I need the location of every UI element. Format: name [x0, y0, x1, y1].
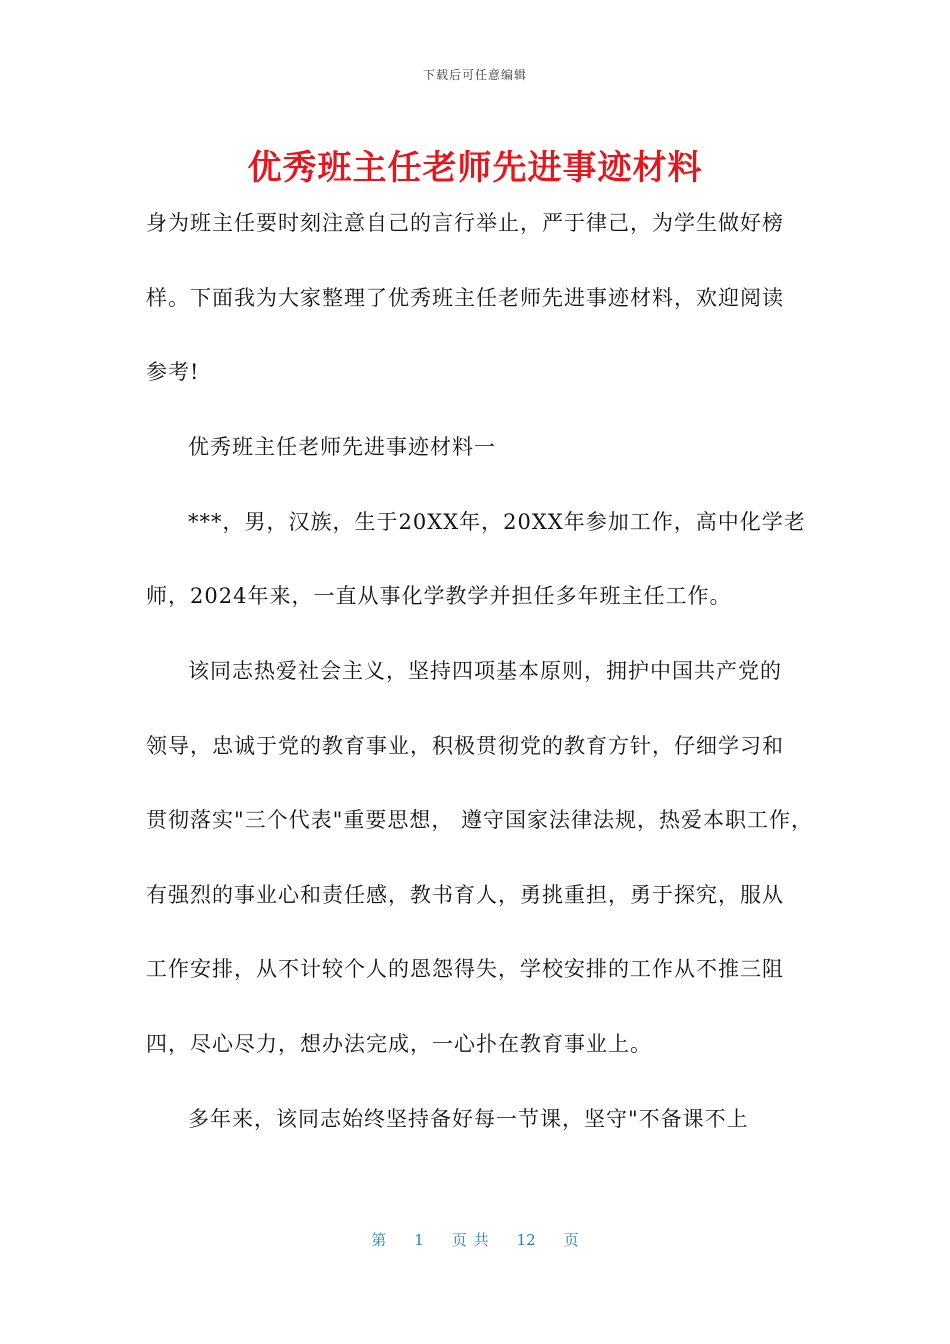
paragraph-line: 领导，忠诚于党的教育事业，积极贯彻党的教育方针，仔细学习和 — [146, 734, 784, 758]
paragraph-line: 有强烈的事业心和责任感，教书育人，勇挑重担，勇于探究，服从 — [146, 883, 784, 907]
footer-page-number: 1 — [414, 1231, 424, 1249]
page-footer — [0, 1229, 950, 1250]
paragraph-line: 师，2024年来，一直从事化学教学并担任多年班主任工作。 — [146, 584, 732, 608]
footer-middle: 页 共 — [451, 1231, 489, 1249]
section-heading: 优秀班主任老师先进事迹材料一 — [188, 435, 496, 459]
paragraph-line: 工作安排，从不计较个人的恩怨得失，学校安排的工作从不推三阻 — [146, 957, 784, 981]
paragraph-line: 身为班主任要时刻注意自己的言行举止，严于律己，为学生做好榜 — [146, 211, 784, 235]
page-header-note: 下载后可任意编辑 — [422, 68, 527, 82]
paragraph-line: 样。下面我为大家整理了优秀班主任老师先进事迹材料，欢迎阅读 — [146, 286, 784, 310]
document-title: 优秀班主任老师先进事迹材料 — [247, 148, 703, 188]
paragraph-line: 该同志热爱社会主义，坚持四项基本原则，拥护中国共产党的 — [188, 659, 782, 683]
footer-suffix: 页 — [563, 1231, 579, 1249]
footer-total-pages: 12 — [516, 1231, 536, 1249]
footer-prefix: 第 — [371, 1231, 387, 1249]
paragraph-line: 四，尽心尽力，想办法完成，一心扑在教育事业上。 — [146, 1032, 652, 1056]
paragraph-line: ***，男，汉族，生于20XX年，20XX年参加工作，高中化学老 — [188, 510, 806, 534]
paragraph-line: 参考! — [146, 360, 200, 384]
paragraph-line: 多年来，该同志始终坚持备好每一节课，坚守"不备课不上 — [188, 1107, 749, 1131]
paragraph-line: 贯彻落实"三个代表"重要思想， 遵守国家法律法规，热爱本职工作， — [146, 808, 813, 832]
